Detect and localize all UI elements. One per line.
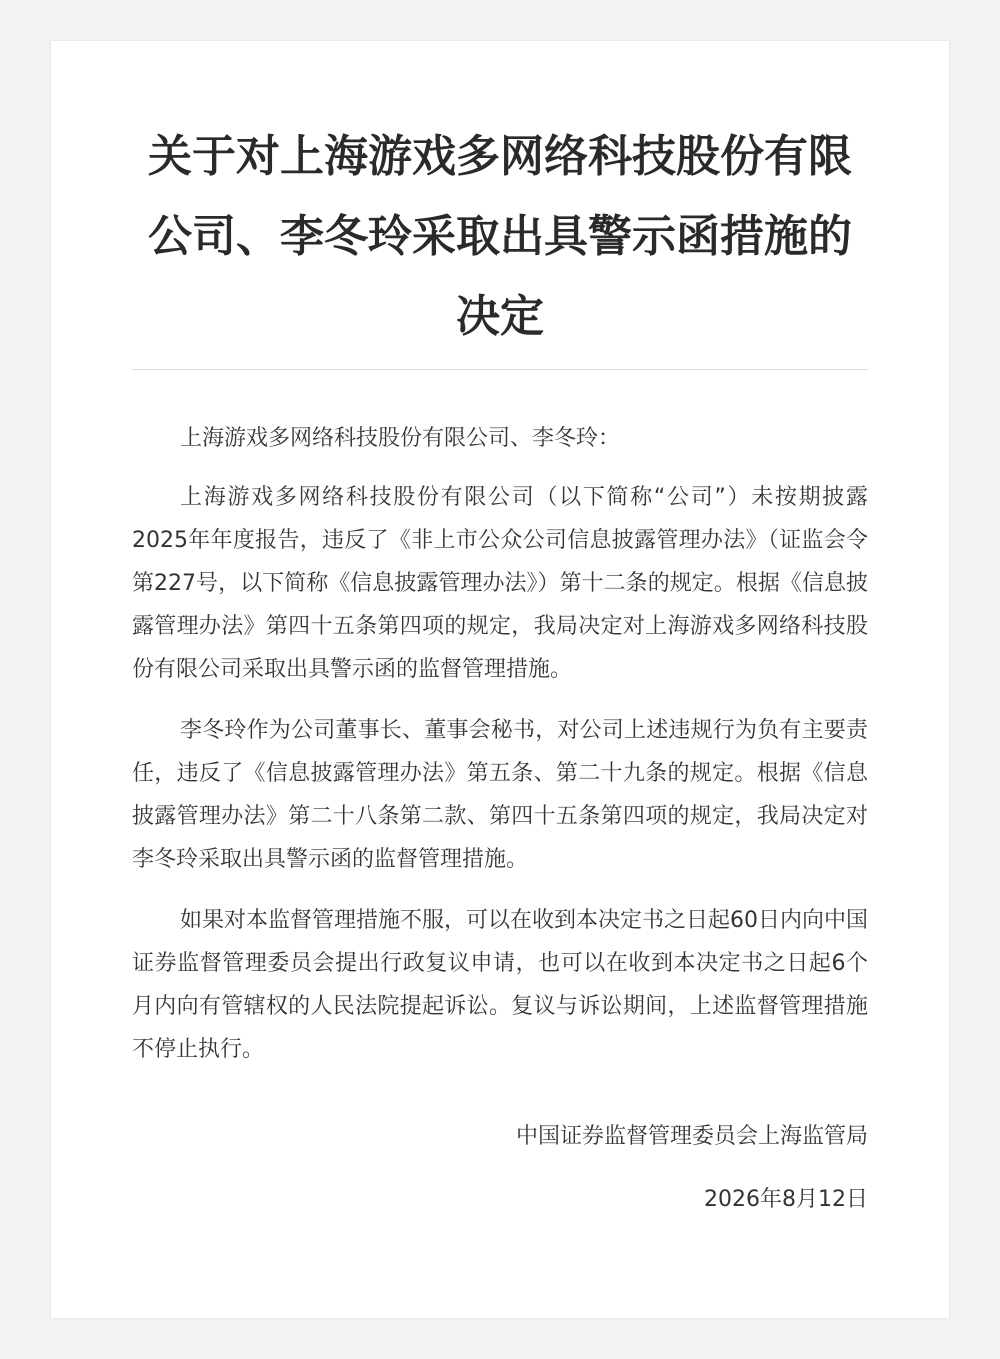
title-divider xyxy=(132,369,868,370)
salutation: 上海游戏多网络科技股份有限公司、李冬玲： xyxy=(180,426,621,451)
issue-date: 2026年8月12日 xyxy=(704,1187,868,1212)
paragraph-appeal-rights: 如果对本监督管理措施不服，可以在收到本决定书之日起60日内向中国证券监督管理委员会提出行政复议申请，也可以在收到本决定书之日起6个月内向有管辖权的人民法院提起诉讼。复议与诉讼期间，上述监督管理措施不停止执行。 xyxy=(132,908,868,1062)
document-page xyxy=(51,41,949,1318)
paragraph-violation-person: 李冬玲作为公司董事长、董事会秘书，对公司上述违规行为负有主要责任，违反了《信息披露管理办法》第五条、第二十九条的规定。根据《信息披露管理办法》第二十八条第二款、第四十五条第四项的规定，我局决定对李冬玲采取出具警示函的监督管理措施。 xyxy=(132,718,868,872)
document-body xyxy=(132,417,868,1071)
document-title: 关于对上海游戏多网络科技股份有限公司、李冬玲采取出具警示函措施的决定 xyxy=(148,131,852,342)
document-content xyxy=(132,117,868,1221)
paragraph-violation-company: 上海游戏多网络科技股份有限公司（以下简称“公司”）未按期披露2025年年度报告，违反了《非上市公众公司信息披露管理办法》（证监会令第227号，以下简称《信息披露管理办法》）第十二条的规定。根据《信息披露管理办法》第四十五条第四项的规定，我局决定对上海游戏多网络科技股份有限公司采取出具警示函的监督管理措施。 xyxy=(132,485,868,682)
issuer-signature: 中国证券监督管理委员会上海监管局 xyxy=(515,1124,868,1149)
